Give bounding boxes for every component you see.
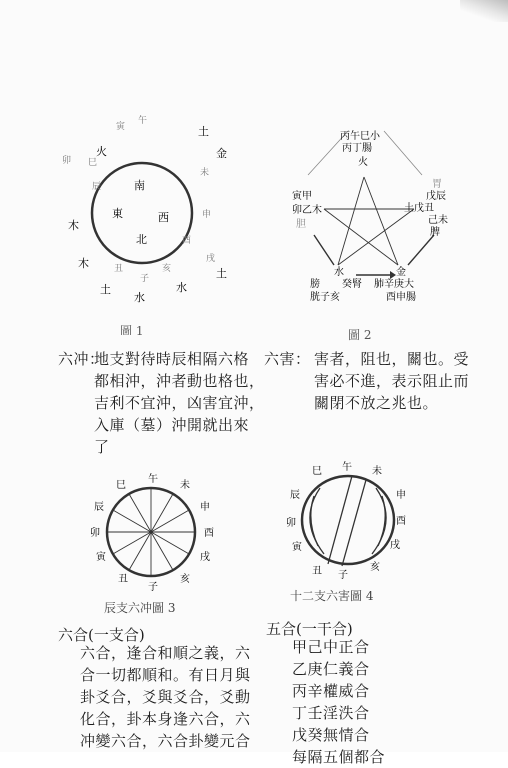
fig1-element: 水	[176, 281, 187, 294]
fig3-branch: 寅	[96, 552, 106, 563]
fig1-label: 辰	[92, 182, 102, 192]
fig1-element: 木	[68, 219, 79, 232]
liuchong-line: 了	[94, 438, 110, 456]
fig1-label: 未	[200, 168, 210, 178]
fig4-branch: 未	[372, 466, 382, 477]
fig1-element: 木	[78, 257, 89, 270]
figure-3-caption: 辰支六冲圖 3	[104, 601, 176, 615]
fig3-branch: 丑	[118, 574, 128, 585]
page-corner-shadow	[460, 0, 508, 22]
fig1-label: 丑	[114, 264, 124, 274]
liuhe-line: 化合，卦本身逢六合，六	[80, 710, 251, 728]
fig1-label: 卯	[62, 156, 72, 166]
fig3-branch: 申	[200, 502, 210, 513]
fig4-branch: 辰	[290, 490, 300, 501]
fig3-branch: 未	[180, 480, 190, 491]
fig3-branch: 午	[148, 474, 158, 485]
fig2-water-line2: 膀	[310, 279, 320, 290]
fig1-label: 戌	[206, 254, 216, 264]
fig3-branch: 戌	[200, 552, 210, 563]
figure-4-caption: 十二支六害圖 4	[290, 589, 374, 603]
fig2-earth-line5: 脾	[430, 227, 440, 238]
wuhe-line: 丙辛權威合	[292, 682, 370, 700]
fig2-water-line3: 癸腎	[342, 279, 362, 290]
fig2-water-line1: 水	[334, 267, 344, 278]
fig1-label: 午	[138, 116, 148, 126]
fig4-branch: 亥	[370, 562, 380, 573]
fig1-label: 巳	[88, 158, 98, 168]
liuchong-label: 六冲：	[58, 350, 105, 368]
fig2-metal-line1: 金	[396, 267, 406, 278]
fig1-center-east: 東	[112, 207, 123, 220]
liuchong-line: 入庫（墓）沖開就出來	[94, 416, 250, 434]
fig2-wood-line2: 卯乙木	[292, 205, 322, 216]
fig2-earth-line2: 戊辰	[426, 191, 446, 202]
fig2-wood-line3: 胆	[296, 219, 306, 230]
fig3-branch: 卯	[90, 528, 100, 539]
liuhe-heading: 六合(一支合)	[58, 626, 145, 644]
wuhe-line: 戊癸無情合	[292, 726, 370, 744]
fig2-wood-line1: 寅甲	[292, 191, 312, 202]
fig2-metal-line2: 肺辛庚大	[374, 279, 414, 290]
fig2-earth-line3: 土戊丑	[404, 203, 434, 214]
wuhe-heading: 五合(一干合)	[266, 620, 353, 638]
liuhai-label: 六害：	[264, 350, 311, 368]
fig4-branch: 子	[338, 570, 348, 581]
liuhai-section	[264, 348, 474, 428]
fig3-branch: 酉	[204, 528, 214, 539]
fig1-center-north: 北	[136, 233, 147, 246]
fig4-branch: 酉	[396, 516, 406, 527]
fig1-element: 土	[100, 283, 111, 296]
fig4-branch: 丑	[312, 566, 322, 577]
figure-2-caption: 圖 2	[348, 328, 372, 342]
fig1-label: 寅	[116, 122, 126, 132]
fig2-water-line4: 胱子亥	[310, 292, 340, 303]
fig4-branch: 申	[396, 490, 406, 501]
liuchong-section	[58, 348, 270, 468]
wuhe-line: 乙庚仁義合	[292, 660, 370, 678]
liuchong-line: 地支對待時辰相隔六格	[94, 350, 250, 368]
fig1-element: 土	[216, 267, 227, 280]
figure-1-caption: 圖 1	[120, 324, 144, 335]
fig1-element: 火	[96, 145, 107, 158]
liuhe-line: 合一切都順和。有日月與	[80, 666, 251, 684]
liuchong-text	[94, 348, 265, 458]
fig1-label: 子	[140, 274, 150, 284]
fig2-metal-line3: 酉申腸	[386, 292, 416, 303]
fig4-branch: 寅	[292, 542, 302, 553]
fig1-element: 土	[198, 125, 209, 138]
liuhai-line: 害必不進，表示阻止而	[314, 372, 470, 390]
fig3-branch: 巳	[116, 480, 126, 491]
figure-2-pentagram	[286, 115, 456, 347]
wuhe-text	[292, 636, 442, 766]
figure-3-chong-wheel	[88, 470, 238, 620]
fig3-branch: 辰	[94, 502, 104, 513]
fig2-fire-line2: 丙丁腸	[342, 143, 372, 154]
liuhai-line: 害者，阻也，關也。受	[314, 350, 470, 368]
fig1-element: 水	[134, 291, 145, 304]
figure-4-hai-wheel	[284, 458, 434, 608]
wuhe-line: 甲己中正合	[292, 638, 370, 656]
fig1-center-west: 西	[158, 211, 169, 224]
fig2-fire-line1: 丙午巳小	[340, 131, 380, 142]
liuhe-line: 卦爻合，爻與爻合，爻動	[80, 688, 251, 706]
fig2-fire-line3: 火	[358, 157, 368, 168]
liuchong-line: 都相沖，沖者動也格也，	[94, 372, 265, 390]
fig4-branch: 卯	[286, 518, 296, 529]
wuhe-line: 丁壬淫泆合	[292, 704, 370, 722]
fig3-branch: 子	[148, 582, 158, 593]
liuhai-text	[314, 348, 469, 414]
fig1-element: 金	[216, 147, 227, 160]
figure-1-wheel	[50, 105, 250, 335]
fig4-branch: 戌	[390, 540, 400, 551]
liuhe-text	[80, 642, 260, 752]
wuhe-line: 每隔五個都合	[292, 748, 386, 766]
fig1-label: 亥	[162, 264, 172, 274]
fig1-center-south: 南	[134, 179, 145, 192]
fig2-earth-line1: 胃	[432, 179, 442, 190]
fig4-branch: 午	[342, 462, 352, 473]
fig4-branch: 巳	[312, 466, 322, 477]
liuchong-line: 吉利不宜沖，凶害宜沖，	[94, 394, 265, 412]
fig1-label: 申	[202, 210, 212, 220]
liuhai-line: 關閉不放之兆也。	[314, 394, 439, 412]
fig1-label: 酉	[182, 236, 192, 246]
fig3-branch: 亥	[180, 574, 190, 585]
liuhe-line: 冲變六合，六合卦變元合	[80, 732, 251, 750]
fig2-earth-line4: 己未	[428, 215, 448, 226]
hai-lines	[310, 476, 386, 566]
liuhe-line: 六合，逢合和順之義，六	[80, 644, 251, 662]
